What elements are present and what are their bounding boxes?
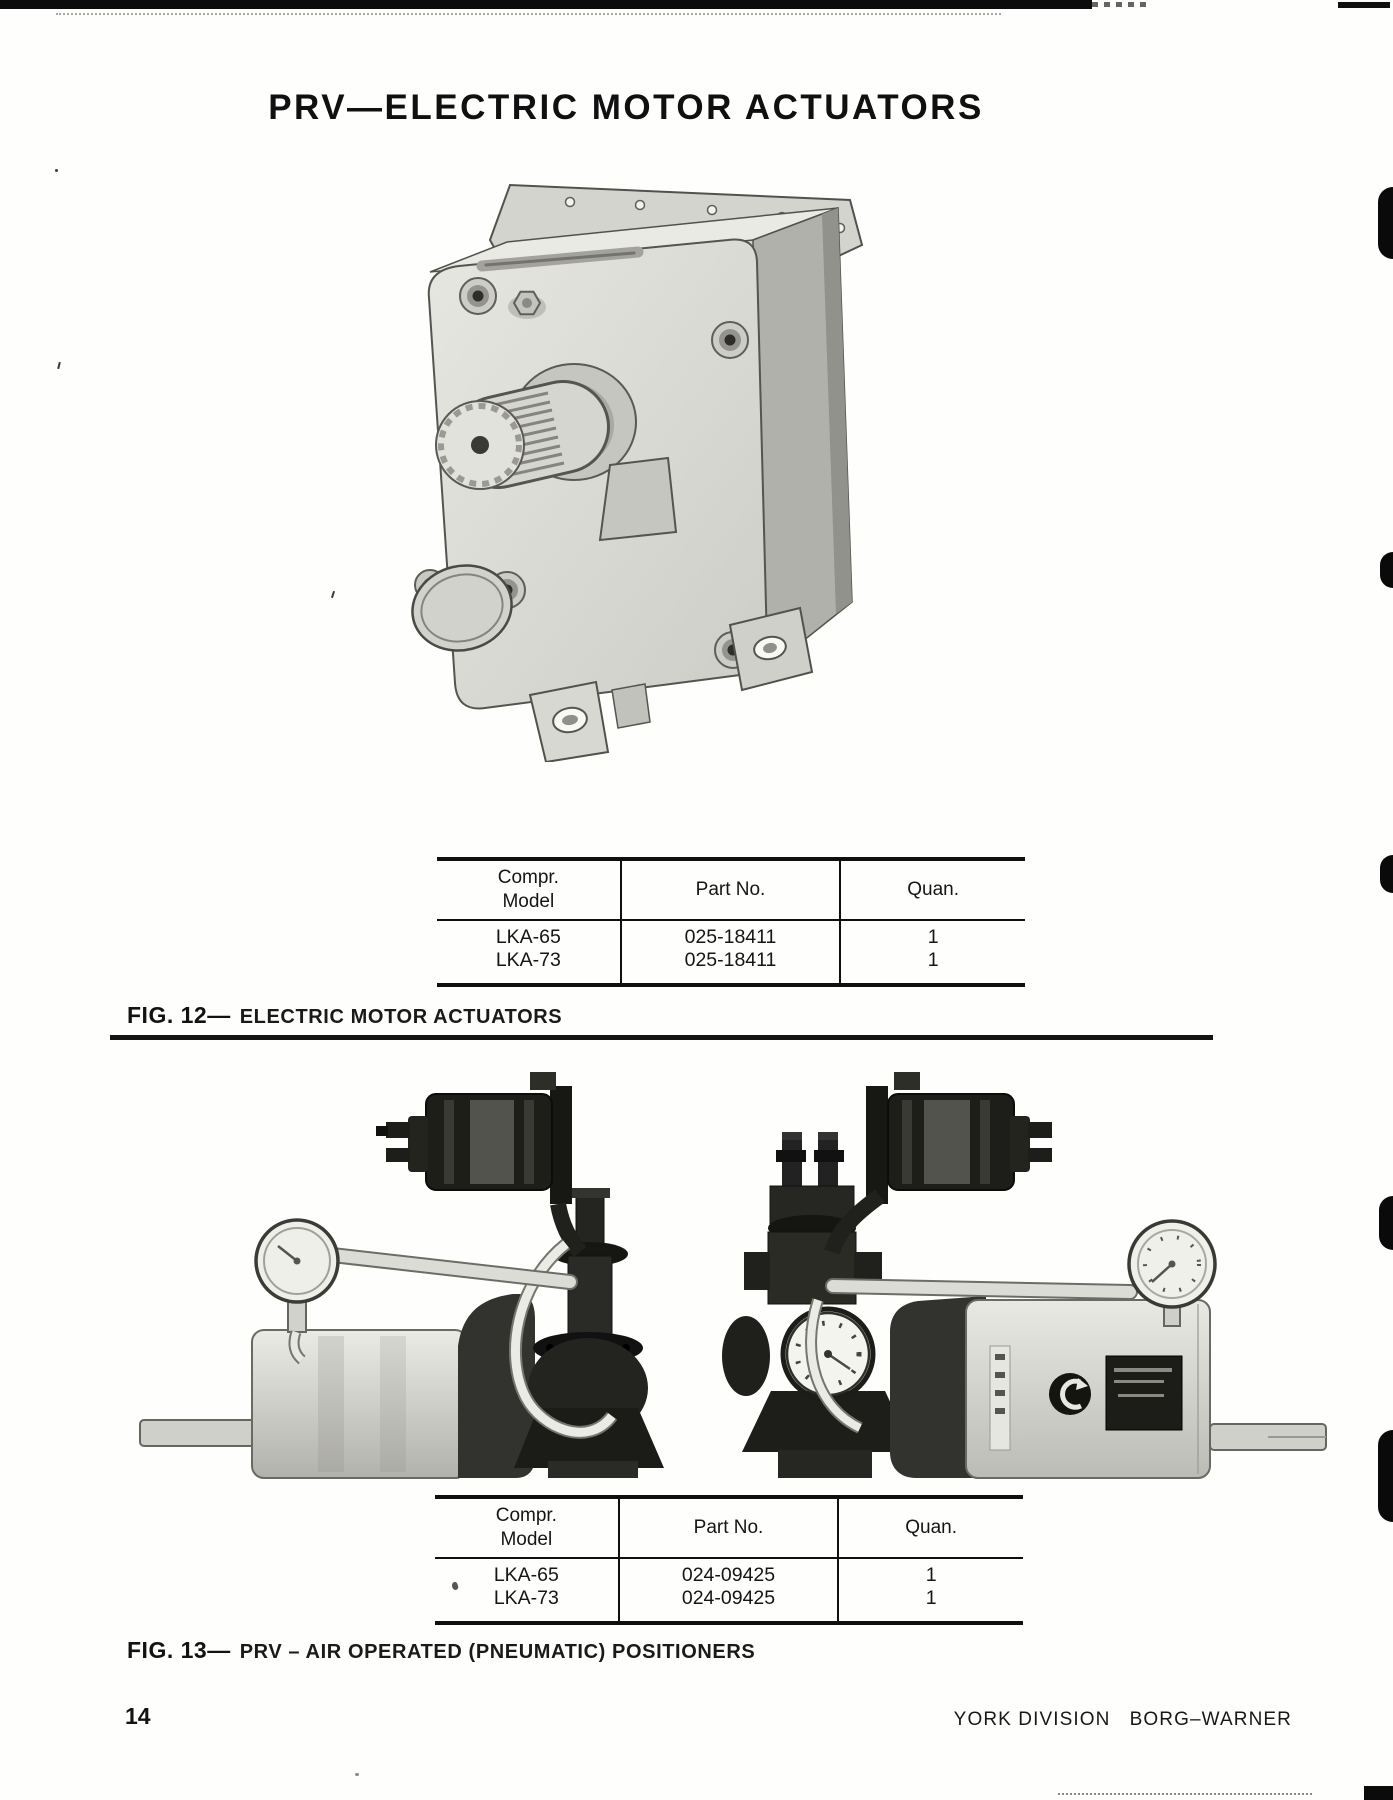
fig13-col-compr-model <box>435 1499 620 1621</box>
page-title: PRV—ELECTRIC MOTOR ACTUATORS <box>268 88 984 127</box>
table-cell-part-no: 024-09425 <box>681 1587 776 1609</box>
binding-mark <box>1378 187 1393 259</box>
fig13-quantities <box>839 1559 1023 1621</box>
left-solenoid-pilot <box>376 1072 580 1252</box>
fig13-col-part-no <box>620 1499 840 1621</box>
table-cell-part-no: 024-09425 <box>681 1564 776 1586</box>
fig12-part-numbers <box>622 921 840 983</box>
scan-speck <box>355 1773 359 1776</box>
left-air-cylinder <box>252 1330 467 1478</box>
fig12-caption-text: ELECTRIC MOTOR ACTUATORS <box>239 1006 563 1028</box>
binding-mark <box>1380 855 1393 893</box>
scan-artifact-dotted-line-bottom <box>1058 1793 1312 1795</box>
right-valve-gauge <box>783 1309 873 1399</box>
scan-artifact-top-bar-fade <box>1092 2 1150 7</box>
fig13-header-quan: Quan. <box>839 1499 1023 1559</box>
table-cell-quan: 1 <box>927 926 939 948</box>
right-solenoid-pilot <box>832 1072 1052 1252</box>
scan-speck <box>55 169 58 172</box>
table-cell-model: LKA-65 <box>493 1564 559 1586</box>
fig12-col-part-no <box>622 861 842 983</box>
scan-speck <box>57 362 61 369</box>
table-cell-model: LKA-65 <box>495 926 561 948</box>
right-link-rod <box>833 1286 1130 1292</box>
section-divider-rule <box>110 1035 1213 1040</box>
table-cell-quan: 1 <box>927 949 939 971</box>
fig12-caption <box>127 1002 562 1029</box>
fig12-models <box>437 921 620 983</box>
actuator-side-face <box>753 208 852 672</box>
fig12-caption-label: FIG. 12— <box>127 1002 231 1028</box>
fig12-parts-table <box>437 857 1025 987</box>
fig13-caption-label: FIG. 13— <box>127 1637 231 1663</box>
table-cell-part-no: 025-18411 <box>684 926 777 948</box>
fig12-quantities <box>841 921 1025 983</box>
table-cell-quan: 1 <box>925 1587 937 1609</box>
fig13-col-quan <box>839 1499 1023 1621</box>
fig13-header-part-no: Part No. <box>620 1499 838 1559</box>
fig12-header-part-no: Part No. <box>622 861 840 921</box>
actuator-shaft-bracket <box>600 458 676 540</box>
left-positioner-unit <box>140 1072 664 1478</box>
scan-artifact-top-bar <box>0 0 1092 9</box>
scan-speck <box>331 591 335 598</box>
fig12-col-compr-model <box>437 861 622 983</box>
fig13-caption <box>127 1637 755 1664</box>
fig13-header-compr-model: Compr. Model <box>435 1499 618 1559</box>
left-actuator-shaft <box>140 1420 258 1446</box>
scan-artifact-top-right-dash <box>1338 2 1390 8</box>
right-positioner-unit <box>722 1072 1326 1478</box>
table-cell-part-no: 025-18411 <box>684 949 777 971</box>
table-cell-model: LKA-73 <box>495 949 561 971</box>
table-cell-model: LKA-73 <box>493 1587 559 1609</box>
binding-mark <box>1380 552 1393 588</box>
fig13-photo-pneumatic-positioners <box>118 1056 1338 1480</box>
scan-artifact-corner-block <box>1364 1786 1393 1800</box>
scan-artifact-dotted-line-top <box>56 13 1001 15</box>
fig13-part-numbers <box>620 1559 838 1621</box>
fig13-models <box>435 1559 618 1621</box>
binding-mark <box>1379 1196 1393 1250</box>
fig12-header-compr-model: Compr. Model <box>437 861 620 921</box>
page-number: 14 <box>125 1703 151 1729</box>
fig12-col-quan <box>841 861 1025 983</box>
fig13-parts-table <box>435 1495 1023 1625</box>
left-link-rod <box>306 1252 570 1282</box>
footer-company-name: YORK DIVISION BORG–WARNER <box>953 1709 1292 1730</box>
binding-mark <box>1378 1430 1393 1522</box>
fig13-caption-text: PRV – AIR OPERATED (PNEUMATIC) POSITIONERS <box>239 1641 756 1663</box>
fig12-header-quan: Quan. <box>841 861 1025 921</box>
nameplate-label <box>1106 1356 1182 1430</box>
table-cell-quan: 1 <box>925 1564 937 1586</box>
fig12-photo-electric-motor-actuator <box>398 162 873 762</box>
